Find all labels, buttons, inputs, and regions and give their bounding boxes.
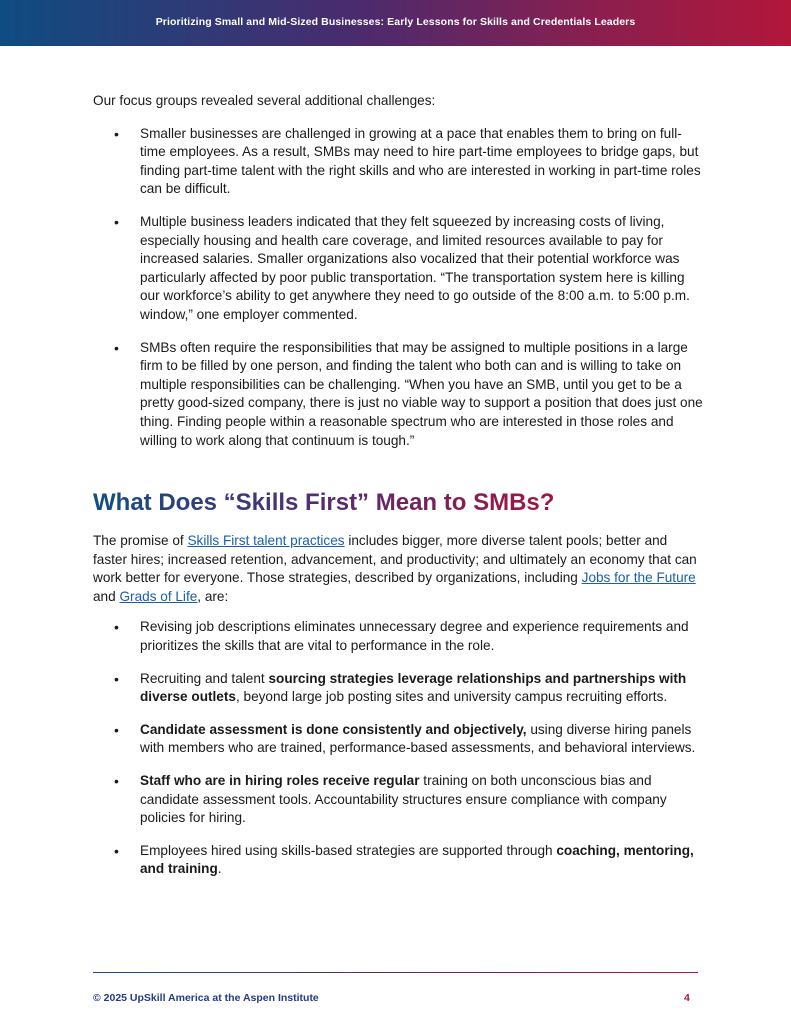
paragraph-text: The promise of: [93, 533, 188, 549]
section-heading: What Does “Skills First” Mean to SMBs?: [93, 489, 555, 517]
item-emphasis: sourcing strategies leverage relationships and partnerships with diverse outlets: [140, 670, 687, 705]
item-text: , beyond large job posting sites and university campus recruiting efforts.: [235, 689, 668, 705]
item-text: Employees hired using skills-based strategies are supported through: [140, 842, 557, 858]
list-item: [93, 842, 703, 879]
strategies-list: [93, 618, 703, 879]
challenges-list: [93, 125, 703, 451]
list-item: [93, 721, 703, 758]
list-item: • Smaller businesses are challenged in growing at a pace that enables them to bring on full-time employees. As a result, SMBs may need to hire part-time employees to bridge gaps, but finding part-time talent with the right skills and who are interested in working in part-time roles can be difficult.: [93, 125, 703, 199]
item-text: training on both unconscious bias and candidate assessment tools. Accountability structures ensure compliance with company policies for hiring.: [140, 773, 667, 826]
jobs-for-the-future-link[interactable]: Jobs for the Future: [581, 570, 696, 586]
list-item: • Multiple business leaders indicated that they felt squeezed by increasing costs of living, especially housing and health care coverage, and limited resources available to pay for increased salaries. Smaller organizations also vocalized that their potential workforce was particularly affected by poor public transportation. “The transportation system here is killing our workforce’s ability to get anywhere they need to go outside of the 8:00 a.m. to 5:00 p.m. window,” one employer commented.: [93, 213, 703, 325]
item-emphasis: coaching, mentoring, and training: [140, 842, 694, 877]
page-number: 4: [684, 992, 690, 1004]
paragraph-text: , are:: [197, 588, 229, 604]
list-item: [93, 670, 703, 707]
footer-copyright: © 2025 UpSkill America at the Aspen Institute: [93, 992, 319, 1004]
item-text: .: [217, 861, 222, 877]
paragraph-text: includes bigger, more diverse talent pools; better and faster hires; increased retention, advancement, and productivity; and ultimately an economy that can work better for everyone. Those strategies, described by organizations, including: [93, 533, 697, 586]
grads-of-life-link[interactable]: Grads of Life: [119, 588, 198, 604]
list-item: [93, 618, 703, 655]
item-emphasis: Staff who are in hiring roles receive regular: [140, 773, 420, 789]
list-item: [93, 772, 703, 828]
footer-divider: [93, 972, 698, 973]
item-text: using diverse hiring panels with members who are trained, performance-based assessments, and behavioral interviews.: [140, 721, 696, 756]
main-content: [93, 92, 703, 893]
item-text: Revising job descriptions eliminates unnecessary degree and experience requirements and prioritizes the skills that are vital to performance in the role.: [140, 619, 689, 654]
intro-paragraph: Our focus groups revealed several additional challenges:: [93, 93, 436, 108]
skills-first-paragraph: [93, 532, 703, 606]
list-item: • SMBs often require the responsibilities that may be assigned to multiple positions in a large firm to be filled by one person, and finding the talent who both can and is willing to take on multiple responsibilities can be challenging. “When you have an SMB, until you get to be a pretty good-sized company, there is just no viable way to support a position that does just one thing. Finding people within a reasonable spectrum who are interested in those roles and willing to work along that continuum is tough.”: [93, 339, 703, 451]
item-emphasis: Candidate assessment is done consistently and objectively,: [140, 721, 527, 737]
skills-first-link[interactable]: Skills First talent practices: [187, 533, 345, 549]
item-text: Recruiting and talent: [140, 670, 269, 686]
header-title: Prioritizing Small and Mid-Sized Businesses: Early Lessons for Skills and Credentials Leaders: [155, 16, 636, 28]
paragraph-text: and: [93, 588, 120, 604]
header-banner: [0, 0, 791, 46]
